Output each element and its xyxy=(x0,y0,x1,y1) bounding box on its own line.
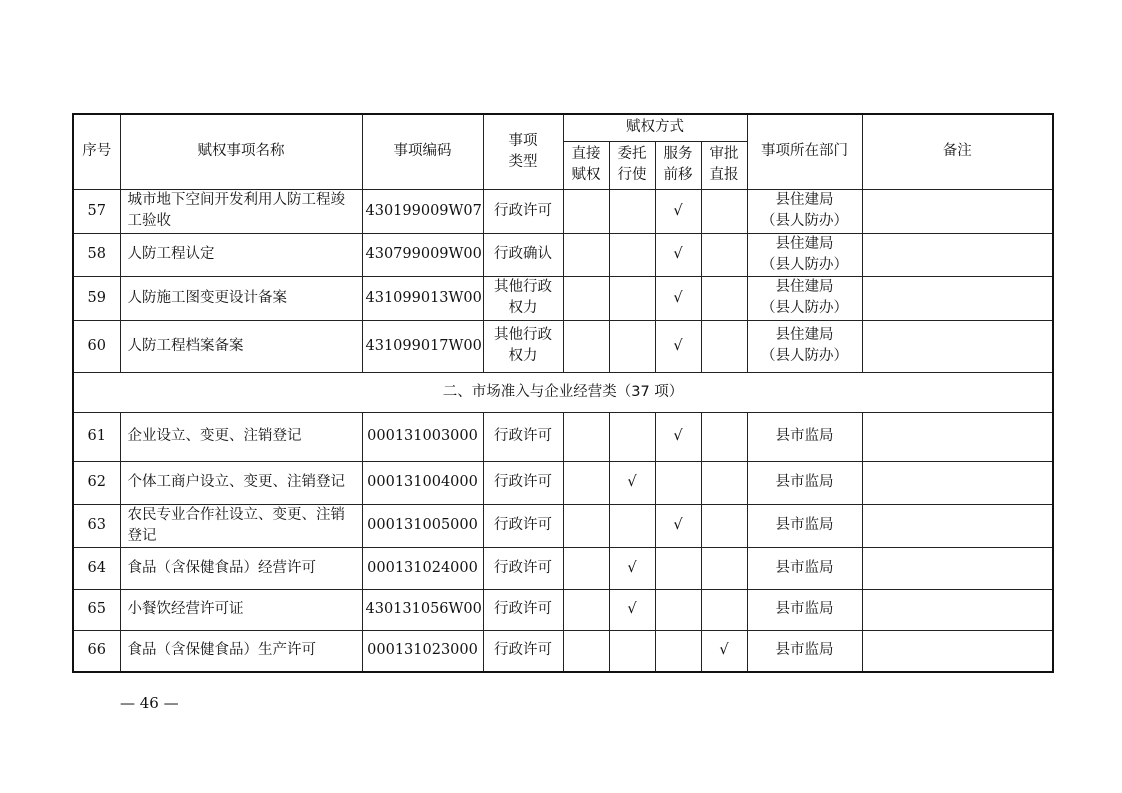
row-dept: 县市监局 xyxy=(747,461,862,504)
table-row xyxy=(73,547,1053,589)
row-mark-direct xyxy=(563,504,609,547)
row-remark xyxy=(862,630,1053,672)
row-seq: 62 xyxy=(73,461,120,504)
authorization-table-container xyxy=(72,113,1052,673)
row-remark xyxy=(862,412,1053,461)
row-mark-entrust xyxy=(609,189,655,233)
row-code: 430199009W07 xyxy=(362,189,483,233)
row-mark-service xyxy=(655,461,701,504)
row-mark-service: √ xyxy=(655,320,701,372)
row-code: 000131005000 xyxy=(362,504,483,547)
row-code: 000131003000 xyxy=(362,412,483,461)
table-row xyxy=(73,320,1053,372)
row-seq: 65 xyxy=(73,589,120,630)
page-number: — 46 — xyxy=(120,694,179,712)
row-mark-entrust xyxy=(609,276,655,320)
header-type: 事项 类型 xyxy=(483,114,563,189)
row-name: 食品（含保健食品）生产许可 xyxy=(120,630,362,672)
row-type: 行政许可 xyxy=(483,630,563,672)
row-seq: 59 xyxy=(73,276,120,320)
row-seq: 63 xyxy=(73,504,120,547)
row-name: 人防工程档案备案 xyxy=(120,320,362,372)
row-mark-entrust xyxy=(609,320,655,372)
header-mode-approval: 审批 直报 xyxy=(701,141,747,189)
row-mark-approval xyxy=(701,461,747,504)
row-name: 城市地下空间开发利用人防工程竣工验收 xyxy=(120,189,362,233)
row-mark-approval xyxy=(701,276,747,320)
row-type: 行政确认 xyxy=(483,233,563,276)
row-type: 行政许可 xyxy=(483,504,563,547)
row-dept: 县市监局 xyxy=(747,547,862,589)
row-mark-service: √ xyxy=(655,276,701,320)
row-name: 人防施工图变更设计备案 xyxy=(120,276,362,320)
row-code: 431099013W00 xyxy=(362,276,483,320)
row-dept: 县住建局 （县人防办） xyxy=(747,320,862,372)
row-mark-service: √ xyxy=(655,189,701,233)
header-mode-group: 赋权方式 xyxy=(563,114,747,141)
row-dept: 县市监局 xyxy=(747,630,862,672)
row-mark-direct xyxy=(563,233,609,276)
row-mark-direct xyxy=(563,547,609,589)
row-code: 430131056W00 xyxy=(362,589,483,630)
table-body-b xyxy=(73,412,1053,672)
row-type: 行政许可 xyxy=(483,547,563,589)
row-mark-direct xyxy=(563,189,609,233)
row-mark-direct xyxy=(563,630,609,672)
row-mark-entrust xyxy=(609,412,655,461)
row-type: 行政许可 xyxy=(483,189,563,233)
row-mark-approval xyxy=(701,589,747,630)
row-mark-approval xyxy=(701,504,747,547)
row-mark-direct xyxy=(563,589,609,630)
row-mark-entrust: √ xyxy=(609,547,655,589)
row-mark-approval xyxy=(701,233,747,276)
row-dept: 县住建局 （县人防办） xyxy=(747,233,862,276)
row-seq: 58 xyxy=(73,233,120,276)
header-code: 事项编码 xyxy=(362,114,483,189)
row-mark-entrust: √ xyxy=(609,589,655,630)
table-row xyxy=(73,461,1053,504)
row-mark-direct xyxy=(563,320,609,372)
row-remark xyxy=(862,320,1053,372)
row-seq: 60 xyxy=(73,320,120,372)
header-dept: 事项所在部门 xyxy=(747,114,862,189)
row-seq: 64 xyxy=(73,547,120,589)
table-row xyxy=(73,233,1053,276)
row-seq: 57 xyxy=(73,189,120,233)
row-remark xyxy=(862,504,1053,547)
row-remark xyxy=(862,233,1053,276)
row-mark-approval xyxy=(701,320,747,372)
row-name: 人防工程认定 xyxy=(120,233,362,276)
row-type: 行政许可 xyxy=(483,589,563,630)
row-dept: 县住建局 （县人防办） xyxy=(747,189,862,233)
row-code: 000131004000 xyxy=(362,461,483,504)
row-mark-direct xyxy=(563,276,609,320)
header-mode-entrust: 委托 行使 xyxy=(609,141,655,189)
table-row xyxy=(73,189,1053,233)
row-mark-service xyxy=(655,589,701,630)
section-title: 二、市场准入与企业经营类（37 项） xyxy=(73,372,1053,412)
row-code: 000131023000 xyxy=(362,630,483,672)
row-name: 农民专业合作社设立、变更、注销登记 xyxy=(120,504,362,547)
row-dept: 县市监局 xyxy=(747,589,862,630)
row-name: 小餐饮经营许可证 xyxy=(120,589,362,630)
row-remark xyxy=(862,276,1053,320)
row-code: 431099017W00 xyxy=(362,320,483,372)
row-type: 其他行政 权力 xyxy=(483,276,563,320)
row-seq: 66 xyxy=(73,630,120,672)
row-remark xyxy=(862,547,1053,589)
row-mark-approval xyxy=(701,547,747,589)
row-name: 食品（含保健食品）经营许可 xyxy=(120,547,362,589)
header-seq: 序号 xyxy=(73,114,120,189)
row-mark-service: √ xyxy=(655,412,701,461)
row-remark xyxy=(862,589,1053,630)
row-dept: 县住建局 （县人防办） xyxy=(747,276,862,320)
row-mark-service: √ xyxy=(655,504,701,547)
table-row xyxy=(73,412,1053,461)
row-mark-approval xyxy=(701,189,747,233)
header-remark: 备注 xyxy=(862,114,1053,189)
row-mark-entrust xyxy=(609,233,655,276)
row-type: 行政许可 xyxy=(483,412,563,461)
row-mark-service: √ xyxy=(655,233,701,276)
row-remark xyxy=(862,189,1053,233)
table-row xyxy=(73,276,1053,320)
table-row xyxy=(73,504,1053,547)
row-mark-approval xyxy=(701,412,747,461)
row-mark-service xyxy=(655,547,701,589)
row-mark-direct xyxy=(563,461,609,504)
row-name: 个体工商户设立、变更、注销登记 xyxy=(120,461,362,504)
row-seq: 61 xyxy=(73,412,120,461)
row-dept: 县市监局 xyxy=(747,504,862,547)
row-code: 430799009W00 xyxy=(362,233,483,276)
section-row xyxy=(73,372,1053,412)
row-mark-direct xyxy=(563,412,609,461)
header-mode-direct: 直接 赋权 xyxy=(563,141,609,189)
row-type: 行政许可 xyxy=(483,461,563,504)
row-mark-approval: √ xyxy=(701,630,747,672)
table-row xyxy=(73,630,1053,672)
row-mark-entrust xyxy=(609,630,655,672)
row-code: 000131024000 xyxy=(362,547,483,589)
header-mode-service: 服务 前移 xyxy=(655,141,701,189)
table-row xyxy=(73,589,1053,630)
row-dept: 县市监局 xyxy=(747,412,862,461)
row-remark xyxy=(862,461,1053,504)
row-mark-service xyxy=(655,630,701,672)
row-mark-entrust xyxy=(609,504,655,547)
authorization-table xyxy=(72,113,1054,673)
row-mark-entrust: √ xyxy=(609,461,655,504)
header-name: 赋权事项名称 xyxy=(120,114,362,189)
row-type: 其他行政 权力 xyxy=(483,320,563,372)
table-body-a xyxy=(73,189,1053,372)
row-name: 企业设立、变更、注销登记 xyxy=(120,412,362,461)
